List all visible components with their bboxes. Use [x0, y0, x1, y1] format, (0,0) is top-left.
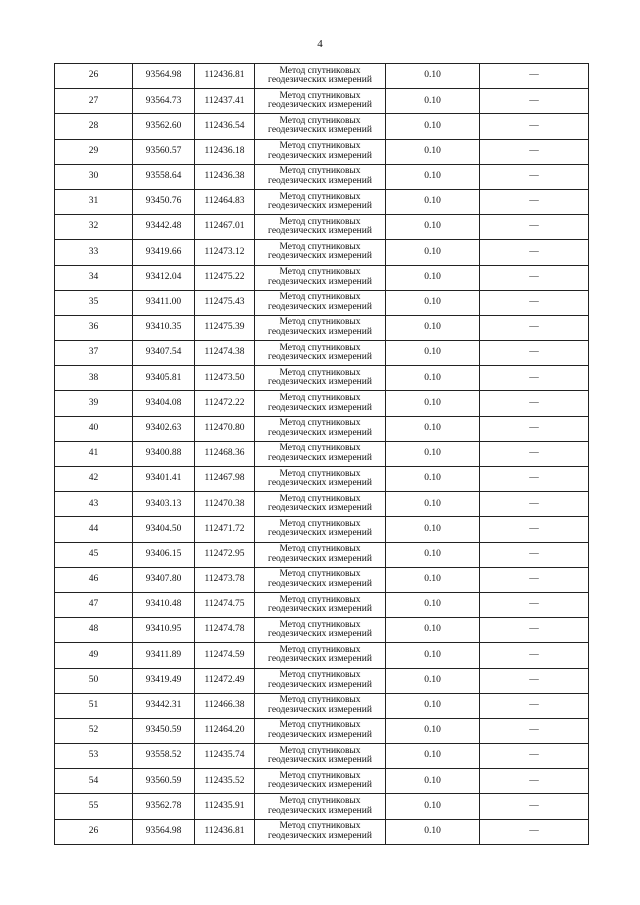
accuracy-cell: 0.10	[386, 718, 480, 743]
x-coordinate-cell: 93560.57	[133, 139, 195, 164]
accuracy-cell: 0.10	[386, 668, 480, 693]
x-coordinate-cell: 93562.60	[133, 114, 195, 139]
point-number-cell: 48	[55, 618, 133, 643]
description-cell: —	[480, 718, 589, 743]
point-number-cell: 31	[55, 189, 133, 214]
accuracy-cell: 0.10	[386, 769, 480, 794]
method-cell: Метод спутниковых геодезических измерений	[255, 618, 386, 643]
y-coordinate-cell: 112468.36	[195, 441, 255, 466]
point-number-cell: 40	[55, 416, 133, 441]
accuracy-cell: 0.10	[386, 467, 480, 492]
page-number: 4	[317, 38, 323, 50]
description-cell: —	[480, 215, 589, 240]
y-coordinate-cell: 112435.74	[195, 744, 255, 769]
table-row	[55, 416, 589, 441]
description-cell: —	[480, 542, 589, 567]
point-number-cell: 34	[55, 265, 133, 290]
accuracy-cell: 0.10	[386, 517, 480, 542]
method-cell: Метод спутниковых геодезических измерений	[255, 643, 386, 668]
accuracy-cell: 0.10	[386, 592, 480, 617]
method-cell: Метод спутниковых геодезических измерений	[255, 567, 386, 592]
method-cell: Метод спутниковых геодезических измерений	[255, 718, 386, 743]
y-coordinate-cell: 112474.78	[195, 618, 255, 643]
x-coordinate-cell: 93558.52	[133, 744, 195, 769]
table-row	[55, 567, 589, 592]
y-coordinate-cell: 112435.91	[195, 794, 255, 819]
accuracy-cell: 0.10	[386, 240, 480, 265]
table-row	[55, 189, 589, 214]
table-row	[55, 89, 589, 114]
y-coordinate-cell: 112472.22	[195, 391, 255, 416]
method-cell: Метод спутниковых геодезических измерений	[255, 467, 386, 492]
method-cell: Метод спутниковых геодезических измерений	[255, 492, 386, 517]
accuracy-cell: 0.10	[386, 441, 480, 466]
accuracy-cell: 0.10	[386, 315, 480, 340]
point-number-cell: 26	[55, 64, 133, 89]
x-coordinate-cell: 93410.48	[133, 592, 195, 617]
point-number-cell: 41	[55, 441, 133, 466]
accuracy-cell: 0.10	[386, 139, 480, 164]
accuracy-cell: 0.10	[386, 114, 480, 139]
method-cell: Метод спутниковых геодезических измерений	[255, 139, 386, 164]
description-cell: —	[480, 265, 589, 290]
method-cell: Метод спутниковых геодезических измерений	[255, 341, 386, 366]
table-row	[55, 592, 589, 617]
description-cell: —	[480, 366, 589, 391]
y-coordinate-cell: 112474.59	[195, 643, 255, 668]
y-coordinate-cell: 112471.72	[195, 517, 255, 542]
accuracy-cell: 0.10	[386, 89, 480, 114]
description-cell: —	[480, 467, 589, 492]
accuracy-cell: 0.10	[386, 189, 480, 214]
table-row	[55, 265, 589, 290]
table-row	[55, 467, 589, 492]
method-cell: Метод спутниковых геодезических измерений	[255, 391, 386, 416]
y-coordinate-cell: 112470.38	[195, 492, 255, 517]
description-cell: —	[480, 794, 589, 819]
table-row	[55, 215, 589, 240]
description-cell: —	[480, 693, 589, 718]
table-row	[55, 668, 589, 693]
x-coordinate-cell: 93411.00	[133, 290, 195, 315]
method-cell: Метод спутниковых геодезических измерений	[255, 693, 386, 718]
accuracy-cell: 0.10	[386, 64, 480, 89]
y-coordinate-cell: 112472.49	[195, 668, 255, 693]
accuracy-cell: 0.10	[386, 794, 480, 819]
description-cell: —	[480, 492, 589, 517]
table-row	[55, 64, 589, 89]
point-number-cell: 46	[55, 567, 133, 592]
x-coordinate-cell: 93411.89	[133, 643, 195, 668]
method-cell: Метод спутниковых геодезических измерений	[255, 416, 386, 441]
y-coordinate-cell: 112470.80	[195, 416, 255, 441]
point-number-cell: 52	[55, 718, 133, 743]
accuracy-cell: 0.10	[386, 215, 480, 240]
y-coordinate-cell: 112474.38	[195, 341, 255, 366]
point-number-cell: 33	[55, 240, 133, 265]
point-number-cell: 42	[55, 467, 133, 492]
y-coordinate-cell: 112436.18	[195, 139, 255, 164]
x-coordinate-cell: 93442.48	[133, 215, 195, 240]
description-cell: —	[480, 416, 589, 441]
description-cell: —	[480, 315, 589, 340]
x-coordinate-cell: 93560.59	[133, 769, 195, 794]
accuracy-cell: 0.10	[386, 542, 480, 567]
accuracy-cell: 0.10	[386, 693, 480, 718]
description-cell: —	[480, 139, 589, 164]
y-coordinate-cell: 112473.12	[195, 240, 255, 265]
point-number-cell: 26	[55, 819, 133, 844]
x-coordinate-cell: 93405.81	[133, 366, 195, 391]
y-coordinate-cell: 112474.75	[195, 592, 255, 617]
point-number-cell: 37	[55, 341, 133, 366]
y-coordinate-cell: 112467.98	[195, 467, 255, 492]
y-coordinate-cell: 112473.50	[195, 366, 255, 391]
table-row	[55, 693, 589, 718]
table-row	[55, 366, 589, 391]
description-cell: —	[480, 744, 589, 769]
table-row	[55, 643, 589, 668]
description-cell: —	[480, 517, 589, 542]
y-coordinate-cell: 112436.38	[195, 164, 255, 189]
description-cell: —	[480, 567, 589, 592]
accuracy-cell: 0.10	[386, 366, 480, 391]
table-row	[55, 794, 589, 819]
method-cell: Метод спутниковых геодезических измерений	[255, 794, 386, 819]
y-coordinate-cell: 112475.43	[195, 290, 255, 315]
description-cell: —	[480, 189, 589, 214]
x-coordinate-cell: 93412.04	[133, 265, 195, 290]
method-cell: Метод спутниковых геодезических измерений	[255, 215, 386, 240]
point-number-cell: 47	[55, 592, 133, 617]
accuracy-cell: 0.10	[386, 391, 480, 416]
description-cell: —	[480, 240, 589, 265]
method-cell: Метод спутниковых геодезических измерений	[255, 366, 386, 391]
x-coordinate-cell: 93407.80	[133, 567, 195, 592]
table-row	[55, 819, 589, 844]
method-cell: Метод спутниковых геодезических измерений	[255, 164, 386, 189]
x-coordinate-cell: 93401.41	[133, 467, 195, 492]
point-number-cell: 30	[55, 164, 133, 189]
point-number-cell: 51	[55, 693, 133, 718]
method-cell: Метод спутниковых геодезических измерений	[255, 441, 386, 466]
method-cell: Метод спутниковых геодезических измерений	[255, 744, 386, 769]
x-coordinate-cell: 93407.54	[133, 341, 195, 366]
method-cell: Метод спутниковых геодезических измерений	[255, 240, 386, 265]
accuracy-cell: 0.10	[386, 618, 480, 643]
point-number-cell: 29	[55, 139, 133, 164]
method-cell: Метод спутниковых геодезических измерений	[255, 89, 386, 114]
table-row	[55, 391, 589, 416]
description-cell: —	[480, 668, 589, 693]
method-cell: Метод спутниковых геодезических измерений	[255, 517, 386, 542]
x-coordinate-cell: 93410.95	[133, 618, 195, 643]
x-coordinate-cell: 93450.59	[133, 718, 195, 743]
accuracy-cell: 0.10	[386, 567, 480, 592]
table-row	[55, 517, 589, 542]
description-cell: —	[480, 391, 589, 416]
description-cell: —	[480, 341, 589, 366]
x-coordinate-cell: 93564.98	[133, 64, 195, 89]
x-coordinate-cell: 93402.63	[133, 416, 195, 441]
method-cell: Метод спутниковых геодезических измерений	[255, 668, 386, 693]
coordinates-table	[54, 63, 589, 845]
accuracy-cell: 0.10	[386, 416, 480, 441]
y-coordinate-cell: 112475.39	[195, 315, 255, 340]
point-number-cell: 50	[55, 668, 133, 693]
point-number-cell: 32	[55, 215, 133, 240]
description-cell: —	[480, 89, 589, 114]
point-number-cell: 53	[55, 744, 133, 769]
description-cell: —	[480, 441, 589, 466]
x-coordinate-cell: 93404.08	[133, 391, 195, 416]
method-cell: Метод спутниковых геодезических измерений	[255, 542, 386, 567]
table-row	[55, 139, 589, 164]
accuracy-cell: 0.10	[386, 341, 480, 366]
y-coordinate-cell: 112475.22	[195, 265, 255, 290]
method-cell: Метод спутниковых геодезических измерений	[255, 265, 386, 290]
table-row	[55, 492, 589, 517]
x-coordinate-cell: 93403.13	[133, 492, 195, 517]
accuracy-cell: 0.10	[386, 290, 480, 315]
y-coordinate-cell: 112467.01	[195, 215, 255, 240]
method-cell: Метод спутниковых геодезических измерений	[255, 819, 386, 844]
method-cell: Метод спутниковых геодезических измерений	[255, 189, 386, 214]
x-coordinate-cell: 93562.78	[133, 794, 195, 819]
description-cell: —	[480, 618, 589, 643]
x-coordinate-cell: 93406.15	[133, 542, 195, 567]
method-cell: Метод спутниковых геодезических измерений	[255, 290, 386, 315]
x-coordinate-cell: 93564.98	[133, 819, 195, 844]
y-coordinate-cell: 112466.38	[195, 693, 255, 718]
point-number-cell: 54	[55, 769, 133, 794]
accuracy-cell: 0.10	[386, 819, 480, 844]
method-cell: Метод спутниковых геодезических измерений	[255, 592, 386, 617]
table-row	[55, 542, 589, 567]
x-coordinate-cell: 93450.76	[133, 189, 195, 214]
x-coordinate-cell: 93442.31	[133, 693, 195, 718]
table-row	[55, 114, 589, 139]
point-number-cell: 44	[55, 517, 133, 542]
accuracy-cell: 0.10	[386, 643, 480, 668]
method-cell: Метод спутниковых геодезических измерений	[255, 114, 386, 139]
x-coordinate-cell: 93400.88	[133, 441, 195, 466]
y-coordinate-cell: 112436.54	[195, 114, 255, 139]
table-row	[55, 769, 589, 794]
y-coordinate-cell: 112472.95	[195, 542, 255, 567]
point-number-cell: 36	[55, 315, 133, 340]
table-row	[55, 718, 589, 743]
y-coordinate-cell: 112436.81	[195, 64, 255, 89]
y-coordinate-cell: 112436.81	[195, 819, 255, 844]
y-coordinate-cell: 112437.41	[195, 89, 255, 114]
description-cell: —	[480, 819, 589, 844]
description-cell: —	[480, 769, 589, 794]
accuracy-cell: 0.10	[386, 744, 480, 769]
point-number-cell: 28	[55, 114, 133, 139]
point-number-cell: 39	[55, 391, 133, 416]
description-cell: —	[480, 114, 589, 139]
x-coordinate-cell: 93558.64	[133, 164, 195, 189]
method-cell: Метод спутниковых геодезических измерений	[255, 315, 386, 340]
x-coordinate-cell: 93419.66	[133, 240, 195, 265]
method-cell: Метод спутниковых геодезических измерений	[255, 769, 386, 794]
accuracy-cell: 0.10	[386, 492, 480, 517]
x-coordinate-cell: 93419.49	[133, 668, 195, 693]
x-coordinate-cell: 93564.73	[133, 89, 195, 114]
point-number-cell: 45	[55, 542, 133, 567]
y-coordinate-cell: 112464.83	[195, 189, 255, 214]
point-number-cell: 43	[55, 492, 133, 517]
table-row	[55, 341, 589, 366]
table-row	[55, 441, 589, 466]
point-number-cell: 35	[55, 290, 133, 315]
point-number-cell: 27	[55, 89, 133, 114]
y-coordinate-cell: 112464.20	[195, 718, 255, 743]
y-coordinate-cell: 112435.52	[195, 769, 255, 794]
description-cell: —	[480, 164, 589, 189]
accuracy-cell: 0.10	[386, 164, 480, 189]
table-row	[55, 315, 589, 340]
description-cell: —	[480, 592, 589, 617]
point-number-cell: 38	[55, 366, 133, 391]
table-row	[55, 744, 589, 769]
point-number-cell: 55	[55, 794, 133, 819]
point-number-cell: 49	[55, 643, 133, 668]
accuracy-cell: 0.10	[386, 265, 480, 290]
x-coordinate-cell: 93404.50	[133, 517, 195, 542]
table-row	[55, 618, 589, 643]
table-row	[55, 164, 589, 189]
description-cell: —	[480, 64, 589, 89]
y-coordinate-cell: 112473.78	[195, 567, 255, 592]
table-row	[55, 290, 589, 315]
x-coordinate-cell: 93410.35	[133, 315, 195, 340]
table-row	[55, 240, 589, 265]
method-cell: Метод спутниковых геодезических измерений	[255, 64, 386, 89]
description-cell: —	[480, 643, 589, 668]
description-cell: —	[480, 290, 589, 315]
